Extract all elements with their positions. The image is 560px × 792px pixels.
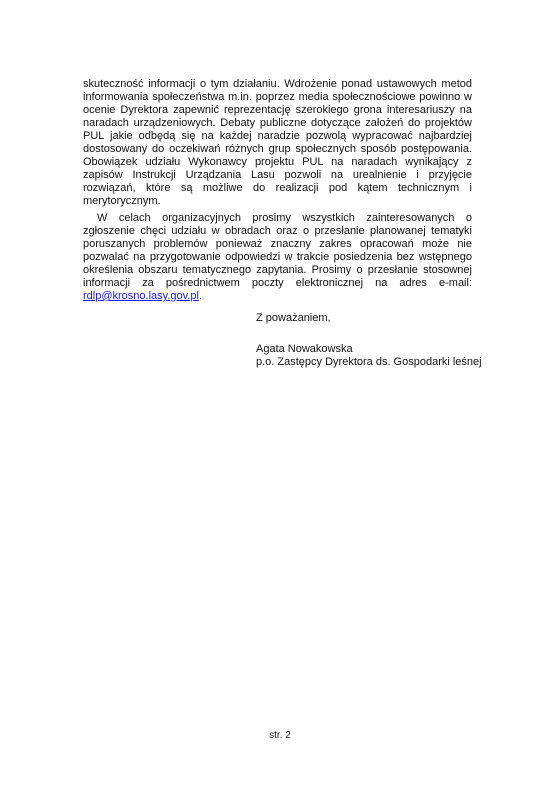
- signer-title: p.o. Zastępcy Dyrektora ds. Gospodarki leśnej: [256, 356, 482, 368]
- email-link[interactable]: rdlp@krosno.lasy.gov.pl: [83, 290, 199, 302]
- paragraph-organizational-text: W celach organizacyjnych prosimy wszystkich zainteresowanych o zgłoszenie chęci udziału w obradach oraz o przesłanie planowanej tematyki poruszanych problemów ponieważ znaczny zakres opracowań może nie pozwalać na przygotowanie odpowiedzi w trakcie posiedzenia bez wstępnego określenia obszaru tematycznego zapytania. Prosimy o przesłanie stosownej informacji za pośrednictwem poczty elektronicznej na adres e-mail:: [83, 212, 472, 289]
- signature-block: [256, 343, 482, 369]
- paragraph-effectiveness: skuteczność informacji o tym działaniu. Wdrożenie ponad ustawowych metod informowania społeczeństwa m.in. poprzez media społecznościowe powinno w ocenie Dyrektora zapewnić reprezentację szerokiego grona interesariuszy na naradach urządzeniowych. Debaty publiczne dotyczące założeń do projektów PUL jakie odbędą się na każdej naradzie pozwolą wypracować najbardziej dostosowany do oczekiwań różnych grup społecznych sposób postępowania. Obowiązek udziału Wykonawcy projektu PUL na naradach wynikający z zapisów Instrukcji Urządzania Lasu pozwoli na urealnienie i przyjęcie rozwiązań, które są możliwe do realizacji pod kątem technicznym i merytorycznym.: [83, 78, 472, 207]
- page-number: str. 2: [269, 730, 291, 741]
- paragraph-organizational: [83, 212, 472, 303]
- paragraph-end-punctuation: .: [198, 290, 202, 302]
- closing-salutation: Z poważaniem,: [256, 312, 331, 324]
- signer-name: Agata Nowakowska: [256, 343, 353, 355]
- letter-body: [83, 78, 472, 303]
